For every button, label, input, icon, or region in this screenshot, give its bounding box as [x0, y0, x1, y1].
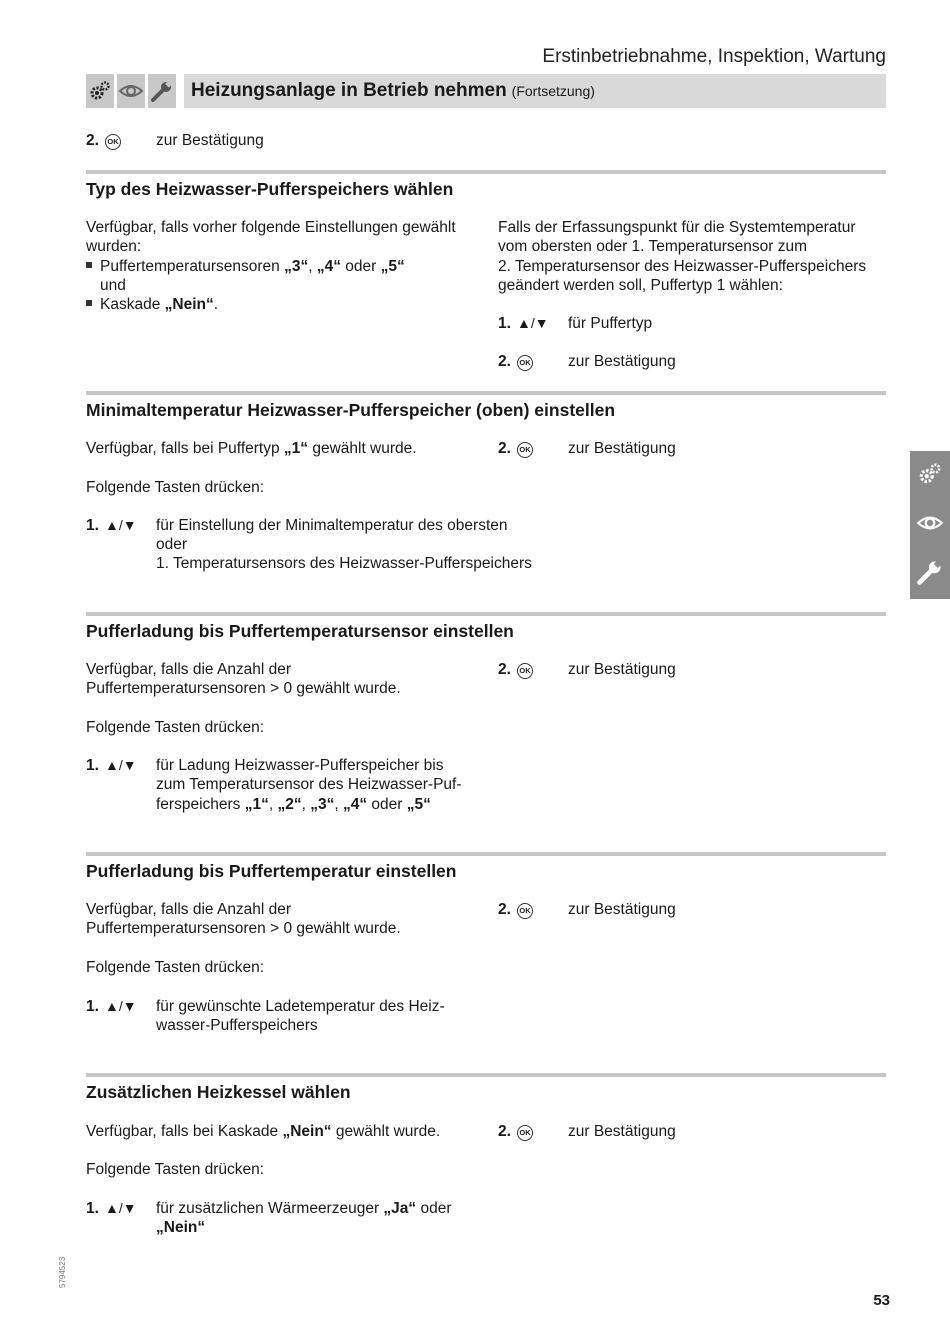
- step-text: zur Bestätigung: [568, 661, 676, 678]
- section-divider: [86, 852, 886, 856]
- page-number: 53: [873, 1292, 890, 1309]
- instruction-text: vom obersten oder 1. Temperatursensor zum: [498, 238, 808, 255]
- step-text: „Nein“: [156, 1219, 206, 1236]
- step-number: 1.: [86, 517, 99, 534]
- step-text: zur Bestätigung: [568, 353, 676, 370]
- step-text: ferspeichers „1“, „2“, „3“, „4“ oder „5“: [156, 796, 431, 813]
- page-subtitle: (Fortsetzung): [511, 83, 595, 99]
- press-keys-text: Folgende Tasten drücken:: [86, 959, 265, 976]
- eye-icon: [117, 74, 145, 108]
- eye-icon: [914, 506, 946, 540]
- ok-button-icon: OK: [105, 131, 121, 150]
- availability-text: Verfügbar, falls die Anzahl der: [86, 661, 292, 678]
- step-text: zur Bestätigung: [568, 901, 676, 918]
- step-text: für Einstellung der Minimaltemperatur des obersten: [156, 517, 508, 534]
- step-number: 1.: [86, 998, 99, 1015]
- step-number: 2.: [498, 353, 511, 370]
- bullet-item: Kaskade „Nein“.: [86, 295, 218, 314]
- ok-button-icon: OK: [517, 660, 533, 679]
- up-down-arrow-icon: ▲/▼: [105, 757, 137, 773]
- step-text: für gewünschte Ladetemperatur des Heiz-: [156, 998, 445, 1015]
- section-title-bar: [184, 74, 886, 108]
- instruction-text: 2. Temperatursensor des Heizwasser-Pufferspeichers: [498, 258, 867, 275]
- availability-text: Verfügbar, falls bei Kaskade „Nein“ gewählt wurde.: [86, 1123, 441, 1140]
- step-text: zur Bestätigung: [568, 1123, 676, 1140]
- section-divider: [86, 391, 886, 395]
- up-down-arrow-icon: ▲/▼: [105, 1200, 137, 1216]
- page-title: Heizungsanlage in Betrieb nehmen: [191, 80, 507, 101]
- step-number: 2.: [498, 901, 511, 918]
- step-number: 1.: [86, 1200, 99, 1217]
- ok-button-icon: OK: [517, 439, 533, 458]
- chapter-header: Erstinbetriebnahme, Inspektion, Wartung: [542, 46, 886, 67]
- step-number: 1.: [86, 757, 99, 774]
- section-divider: [86, 170, 886, 174]
- step-text: zum Temperatursensor des Heizwasser-Puf-: [156, 776, 462, 793]
- intro-step-number: 2.: [86, 132, 99, 149]
- step-text: für Puffertyp: [568, 315, 653, 332]
- press-keys-text: Folgende Tasten drücken:: [86, 1161, 265, 1178]
- intro-step-text: zur Bestätigung: [156, 132, 264, 149]
- step-text: für Ladung Heizwasser-Pufferspeicher bis: [156, 757, 444, 774]
- press-keys-text: Folgende Tasten drücken:: [86, 719, 265, 736]
- up-down-arrow-icon: ▲/▼: [105, 517, 137, 533]
- gears-icon: [914, 457, 946, 491]
- chapter-side-tab: [910, 451, 950, 599]
- availability-text: Puffertemperatursensoren > 0 gewählt wurde.: [86, 680, 401, 697]
- wrench-icon: [148, 74, 176, 108]
- step-number: 2.: [498, 1123, 511, 1140]
- section-heading: Pufferladung bis Puffertemperatur einstellen: [86, 861, 457, 881]
- step-text: 1. Temperatursensors des Heizwasser-Pufferspeichers: [156, 555, 532, 572]
- availability-text: wurden:: [86, 238, 142, 255]
- title-icons: [86, 74, 176, 108]
- bullet-item: Puffertemperatursensoren „3“, „4“ oder „5“: [86, 257, 405, 276]
- step-number: 1.: [498, 315, 511, 332]
- section-heading: Minimaltemperatur Heizwasser-Pufferspeicher (oben) einstellen: [86, 400, 616, 420]
- availability-text: Puffertemperatursensoren > 0 gewählt wurde.: [86, 920, 401, 937]
- document-number: 5794523: [58, 1256, 67, 1288]
- ok-button-icon: OK: [517, 352, 533, 371]
- up-down-arrow-icon: ▲/▼: [517, 315, 549, 331]
- section-heading: Pufferladung bis Puffertemperatursensor einstellen: [86, 621, 514, 641]
- bullet-icon: [86, 262, 92, 268]
- up-down-arrow-icon: ▲/▼: [105, 998, 137, 1014]
- press-keys-text: Folgende Tasten drücken:: [86, 479, 265, 496]
- availability-text: Verfügbar, falls die Anzahl der: [86, 901, 292, 918]
- section-divider: [86, 1073, 886, 1077]
- step-text: wasser-Pufferspeichers: [156, 1017, 318, 1034]
- step-text: oder: [156, 536, 188, 553]
- section-heading: Typ des Heizwasser-Pufferspeichers wählen: [86, 179, 454, 199]
- step-number: 2.: [498, 661, 511, 678]
- step-text: zur Bestätigung: [568, 440, 676, 457]
- instruction-text: Falls der Erfassungspunkt für die Systemtemperatur: [498, 219, 856, 236]
- step-text: für zusätzlichen Wärmeerzeuger „Ja“ oder: [156, 1200, 452, 1217]
- availability-text: Verfügbar, falls vorher folgende Einstellungen gewählt: [86, 219, 456, 236]
- gears-icon: [86, 74, 114, 108]
- instruction-text: geändert werden soll, Puffertyp 1 wählen:: [498, 277, 783, 294]
- ok-button-icon: OK: [517, 1122, 533, 1141]
- bullet-icon: [86, 300, 92, 306]
- section-divider: [86, 612, 886, 616]
- step-number: 2.: [498, 440, 511, 457]
- wrench-icon: [914, 555, 946, 589]
- ok-button-icon: OK: [517, 900, 533, 919]
- bullet-continuation: und: [100, 277, 126, 294]
- availability-text: Verfügbar, falls bei Puffertyp „1“ gewählt wurde.: [86, 440, 417, 457]
- section-heading: Zusätzlichen Heizkessel wählen: [86, 1082, 351, 1102]
